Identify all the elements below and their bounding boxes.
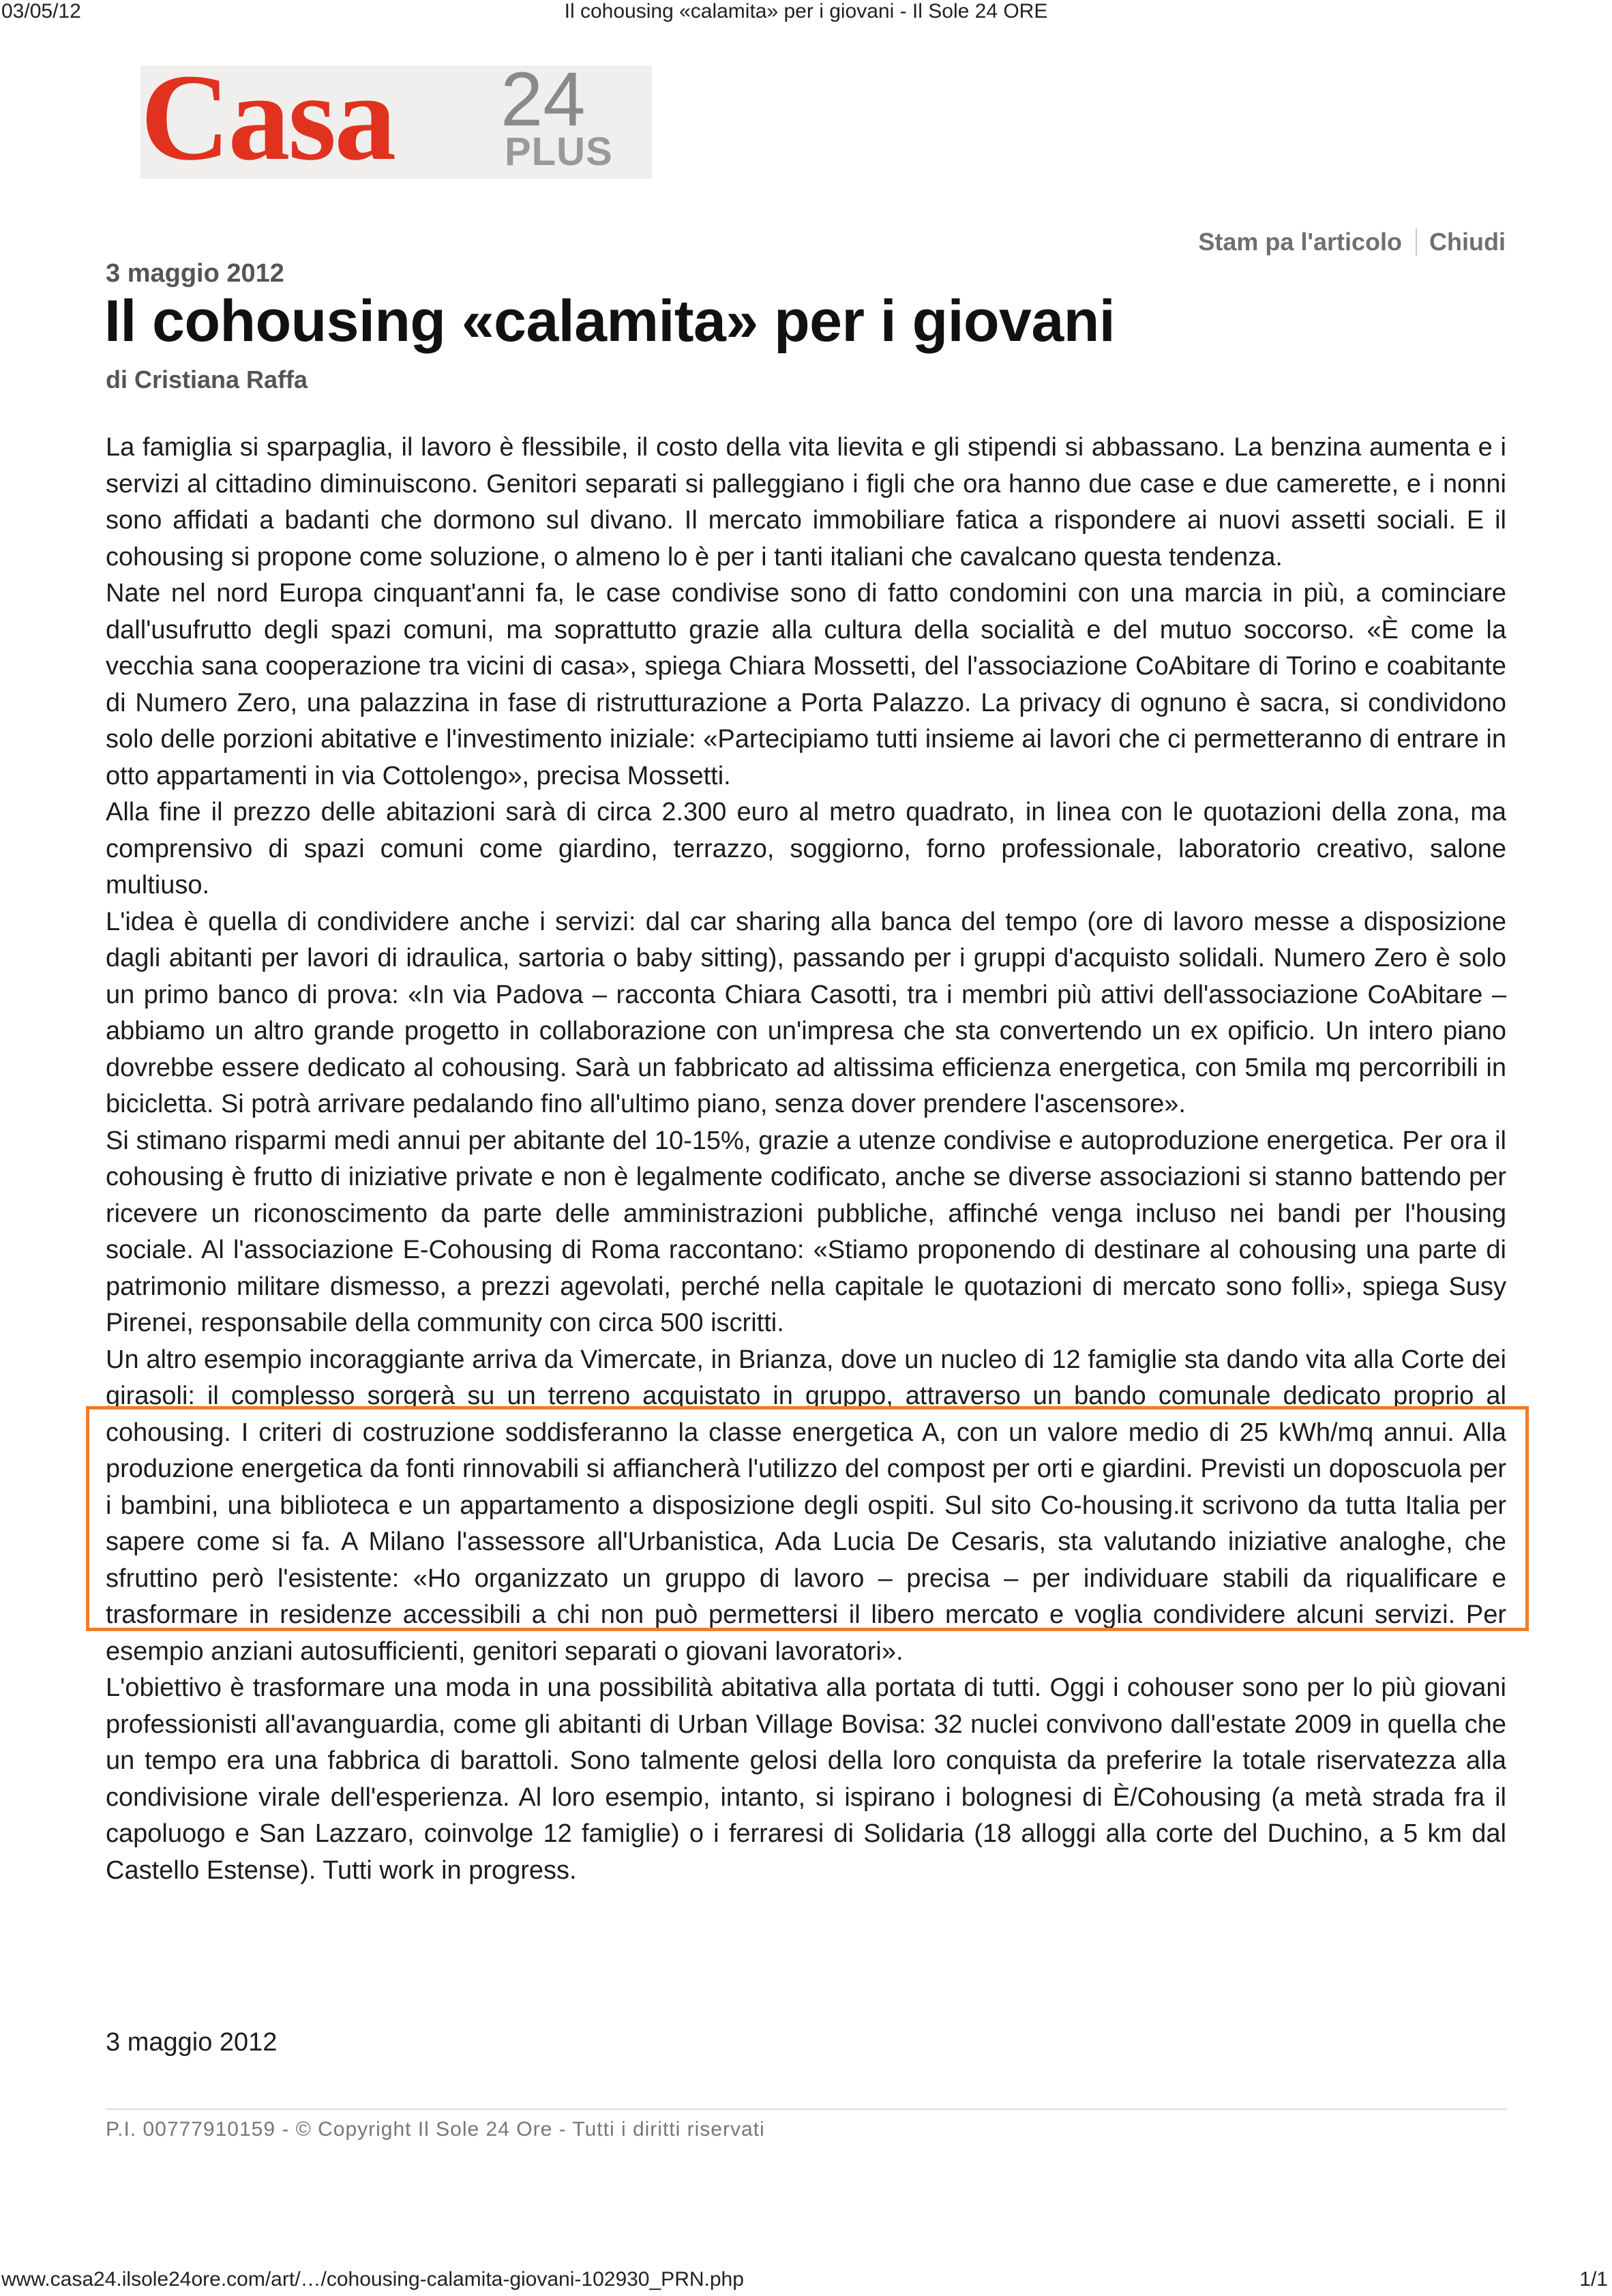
article-paragraph: Nate nel nord Europa cinquant'anni fa, le case condivise sono di fatto condomini con una marcia in più, a cominciare dall'usufrutto degli spazi comuni, ma soprattutto grazie alla cultura della socialità e del mutuo soccorso. «È come la vecchia sana cooperazione tra vicini di casa», spiega Chiara Mossetti, del l'associazione CoAbitare di Torino e coabitante di Numero Zero, una palazzina in fase di ristrutturazione a Porta Palazzo. La privacy di ognuno è sacra, si condividono solo delle porzioni abitative e l'investimento iniziale: «Partecipiamo tutti insieme ai lavori che ci permetteranno di entrare in otto appartamenti in via Cottolengo», precisa Mossetti. [106, 579, 1506, 790]
print-footer-page: 1/1 [1579, 2268, 1608, 2291]
close-link[interactable]: Chiudi [1429, 228, 1506, 256]
article-paragraph: Un altro esempio incoraggiante arriva da Vimercate, in Brianza, dove un nucleo di 12 famiglie sta dando vita alla Corte dei girasoli: il complesso sorgerà su un terreno acquistato in gruppo, attraverso un bando comunale dedicato proprio al cohousing. I criteri di costruzione soddisferanno la classe energetica A, con un valore medio di 25 kWh/mq annui. Alla produzione energetica da fonti rinnovabili si affiancherà l'utilizzo del compost per orti e giardini. Previsti un doposcuola per i bambini, una biblioteca e un appartamento a disposizione degli ospiti. Sul sito Co-housing.it scrivono da tutta Italia per sapere come si fa. A Milano l'assessore all'Urbanistica, Ada Lucia De Cesaris, sta valutando iniziative analoghe, che sfruttino però l'esistente: «Ho organizzato un gruppo di lavoro – precisa – per individuare stabili da riqualificare e trasformare in residenze accessibili a chi non può permettersi il libero mercato e voglia condividere alcuni servizi. Per esempio anziani autosufficienti, genitori separati o giovani lavoratori». [106, 1345, 1506, 1666]
print-header-title: Il cohousing «calamita» per i giovani - Il Sole 24 ORE [564, 0, 1048, 23]
article-byline: di Cristiana Raffa [106, 366, 308, 393]
print-article-link[interactable]: Stam pa l'articolo [1198, 228, 1403, 256]
article-paragraph: Si stimano risparmi medi annui per abitante del 10-15%, grazie a utenze condivise e autoproduzione energetica. Per ora il cohousing è frutto di iniziative private e non è legalmente codificato, anche se diverse associazioni si stanno battendo per ricevere un riconoscimento da parte delle amministrazioni pubbliche, affinché venga incluso nei bandi per l'housing sociale. Al l'associazione E-Cohousing di Roma raccontano: «Stiamo proponendo di destinare al cohousing una parte di patrimonio militare dismesso, a prezzi agevolati, perché nella capitale le quotazioni di mercato sono folli», spiega Susy Pirenei, responsabile della community con circa 500 iscritti. [106, 1126, 1506, 1337]
article-date-bottom: 3 maggio 2012 [106, 2028, 278, 2057]
print-footer-url: www.casa24.ilsole24ore.com/art/…/cohousing-calamita-giovani-102930_PRN.php [1, 2268, 744, 2291]
toolbar-divider [1416, 228, 1417, 256]
print-header-date: 03/05/12 [1, 0, 81, 23]
article-paragraph: L'obiettivo è trasformare una moda in una possibilità abitativa alla portata di tutti. Oggi i cohouser sono per lo più giovani professionisti all'avanguardia, come gli abitanti di Urban Village Bovisa: 32 nuclei convivono dall'estate 2009 in quella che un tempo era una fabbrica di barattoli. Sono talmente gelosi della loro conquista da preferire la totale riservatezza alla condivisione virale dell'esperienza. Al loro esempio, intanto, si ispirano i bolognesi di È/Cohousing (a metà strada fra il capoluogo e San Lazzaro, coinvolge 12 famiglie) o i ferraresi di Solidaria (18 alloggi alla corte del Duchino, a 5 km dal Castello Estense). Tutti work in progress. [106, 1673, 1506, 1885]
logo-suffix: PLUS [505, 130, 613, 174]
article-paragraph: Alla fine il prezzo delle abitazioni sarà di circa 2.300 euro al metro quadrato, in linea con le quotazioni della zona, ma comprensivo di spazi comuni come giardino, terrazzo, soggiorno, forno professionale, laboratorio creativo, salone multiuso. [106, 798, 1506, 899]
copyright-notice: P.I. 00777910159 - © Copyright Il Sole 24 Ore - Tutti i diritti riservati [106, 2118, 765, 2141]
article-toolbar [1198, 228, 1506, 256]
article-paragraph: La famiglia si sparpaglia, il lavoro è flessibile, il costo della vita lievita e gli stipendi si abbassano. La benzina aumenta e i servizi al cittadino diminuiscono. Genitori separati si palleggiano i figli che ora hanno due case e due camerette, e i nonni sono affidati a badanti che dormono sul divano. Il mercato immobiliare fatica a rispondere ai nuovi assetti sociali. E il cohousing si propone come soluzione, o almeno lo è per i tanti italiani che cavalcano questa tendenza. [106, 433, 1506, 571]
article-paragraph: L'idea è quella di condividere anche i servizi: dal car sharing alla banca del tempo (ore di lavoro messe a disposizione dagli abitanti per lavori di idraulica, sartoria o baby sitting), passando per i gruppi d'acquisto solidali. Numero Zero è solo un primo banco di prova: «In via Padova – racconta Chiara Casotti, tra i membri più attivi dell'associazione CoAbitare – abbiamo un altro grande progetto in collaborazione con un'impresa che sta convertendo un ex opificio. Un intero piano dovrebbe essere dedicato al cohousing. Sarà un fabbricato ad altissima efficienza energetica, con 5mila mq percorribili in bicicletta. Si potrà arrivare pedalando fino all'ultimo piano, senza dover prendere l'ascensore». [106, 907, 1506, 1118]
article-body [106, 430, 1506, 1889]
footer-divider [106, 2108, 1506, 2110]
logo-number: 24 [501, 65, 586, 142]
article-title: Il cohousing «calamita» per i giovani [104, 288, 1116, 354]
logo-word: Casa [140, 65, 395, 179]
article-date: 3 maggio 2012 [106, 259, 284, 288]
casa24-plus-logo[interactable] [140, 65, 652, 179]
